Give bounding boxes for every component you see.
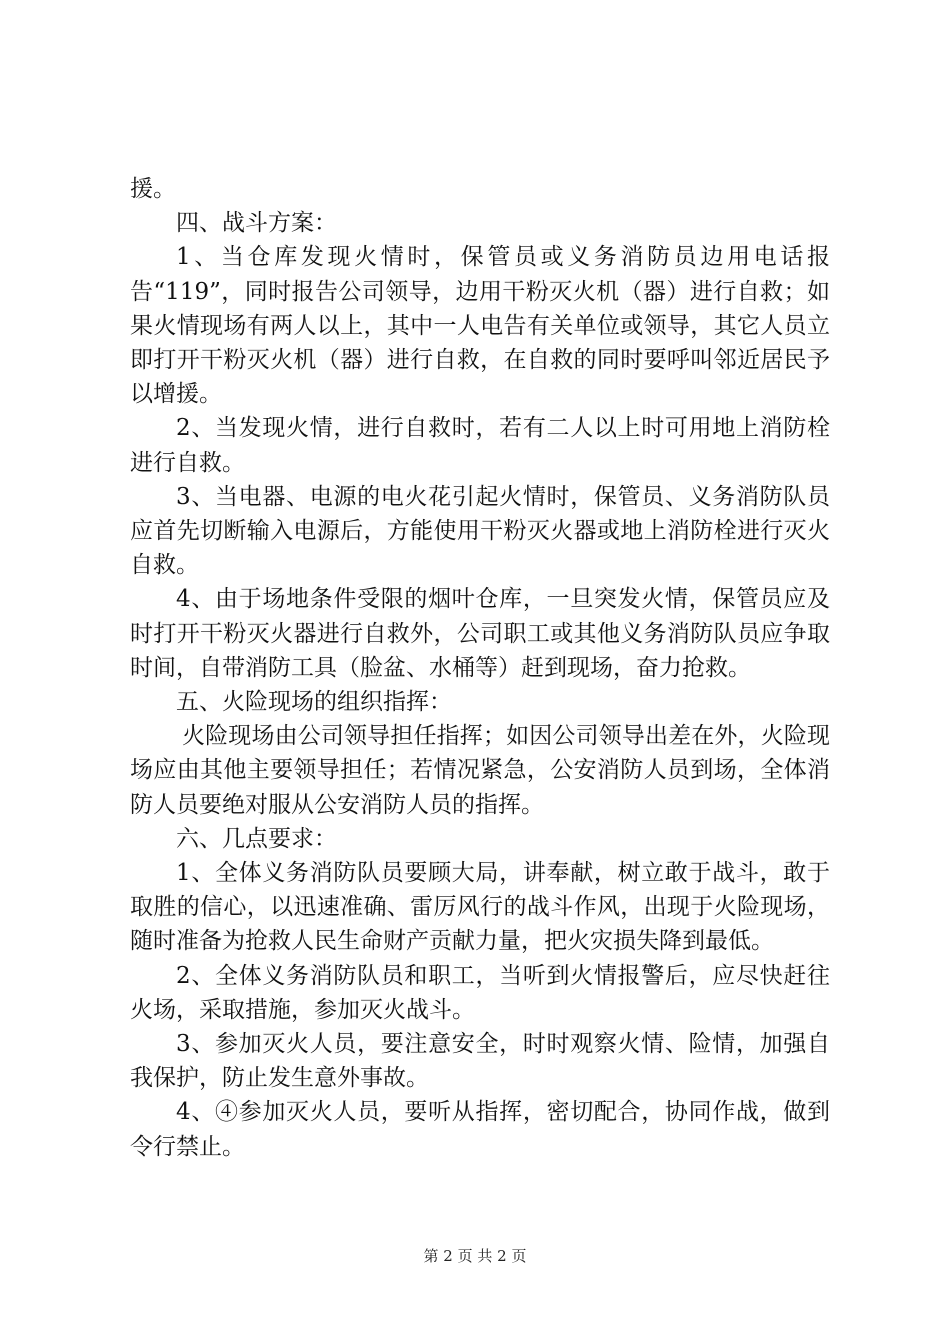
paragraph-requirement-3: 3、参加灭火人员，要注意安全，时时观察火情、险情，加强自我保护，防止发生意外事故。 (130, 1031, 830, 1092)
paragraph-item-3: 3、当电器、电源的电火花引起火情时，保管员、义务消防队员应首先切断输入电源后，方能使用干粉灭火器或地上消防栓进行灭火自救。 (130, 483, 830, 579)
document-body (130, 172, 830, 1164)
paragraph-requirement-1: 1、全体义务消防队员要顾大局，讲奉献，树立敢于战斗，敢于取胜的信心，以迅速准确、雷厉风行的战斗作风，出现于火险现场，随时准备为抢救人民生命财产贡献力量，把火灾损失降到最低。 (130, 860, 830, 955)
paragraph-requirement-2: 2、全体义务消防队员和职工，当听到火情报警后，应尽快赶往火场，采取措施，参加灭火战斗。 (130, 962, 830, 1023)
paragraph-item-1: 1、当仓库发现火情时，保管员或义务消防员边用电话报告“119”，同时报告公司领导，边用干粉灭火机（器）进行自救；如果火情现场有两人以上，其中一人电告有关单位或领导，其它人员立即打开干粉灭火机（器）进行自救，在自救的同时要呼叫邻近居民予以增援。 (130, 244, 830, 408)
paragraph-item-2: 2、当发现火情，进行自救时，若有二人以上时可用地上消防栓进行自救。 (130, 415, 830, 476)
paragraph-item-4: 4、由于场地条件受限的烟叶仓库，一旦突发火情，保管员应及时打开干粉灭火器进行自救外，公司职工或其他义务消防队员应争取时间，自带消防工具（脸盆、水桶等）赶到现场，奋力抢救。 (130, 586, 830, 681)
section-heading-requirements: 六、几点要求： (176, 825, 337, 852)
section-heading-command: 五、火险现场的组织指挥： (176, 689, 452, 716)
paragraph-requirement-4: 4、④参加灭火人员，要听从指挥，密切配合，协同作战，做到令行禁止。 (130, 1099, 830, 1160)
page-footer: 第 2 页 共 2 页 (423, 1247, 527, 1265)
section-heading-battle-plan: 四、战斗方案： (176, 210, 337, 237)
paragraph-command: 火险现场由公司领导担任指挥；如因公司领导出差在外，火险现场应由其他主要领导担任；若情况紧急，公安消防人员到场，全体消防人员要绝对服从公安消防人员的指挥。 (130, 723, 830, 818)
paragraph-continuation: 援。 (130, 176, 176, 202)
